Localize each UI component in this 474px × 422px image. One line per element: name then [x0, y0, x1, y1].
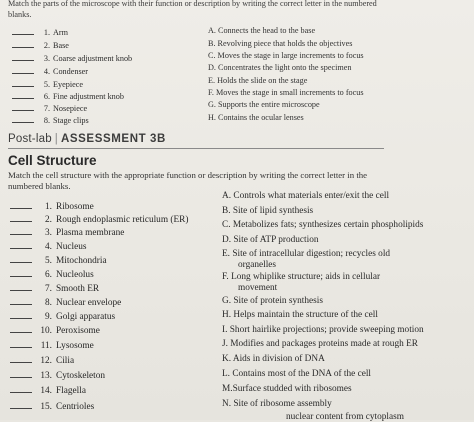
assessment-label: ASSESSMENT 3B — [60, 133, 166, 145]
function-answer: D. Site of ATP production — [222, 235, 319, 245]
function-answer: I. Short hairlike projections; provide sweeping motion — [222, 325, 424, 335]
section-header — [8, 133, 166, 145]
answer-blank[interactable] — [12, 86, 34, 87]
structure-label: Nuclear envelope — [56, 298, 122, 308]
part-answer: E. Holds the slide on the stage — [208, 76, 308, 85]
answer-blank[interactable] — [12, 34, 34, 35]
header-separator: | — [54, 133, 58, 145]
answer-blank[interactable] — [10, 332, 32, 333]
answer-blank[interactable] — [10, 262, 32, 263]
answer-blank[interactable] — [10, 377, 32, 378]
part-label: Eyepiece — [53, 80, 83, 89]
structure-row: 7. Smooth ER — [10, 284, 99, 295]
answer-blank[interactable] — [10, 208, 32, 209]
structure-row: 5. Mitochondria — [10, 256, 107, 267]
part-row: 1. Arm — [12, 28, 68, 38]
part-label: Fine adjustment knob — [53, 92, 124, 101]
function-answer: G. Site of protein synthesis — [222, 296, 323, 306]
structure-label: Cilia — [56, 356, 75, 366]
answer-blank[interactable] — [10, 362, 32, 363]
answer-blank[interactable] — [10, 221, 32, 222]
function-answer-cont: movement — [238, 283, 278, 293]
function-answer: F. Long whiplike structure; aids in cellular — [222, 272, 381, 282]
answer-blank[interactable] — [10, 234, 32, 235]
function-answer: J. Modifies and packages proteins made at rough ER — [222, 339, 418, 349]
structure-label: Golgi apparatus — [56, 312, 116, 322]
part-label: Arm — [53, 28, 69, 37]
structure-row: 6. Nucleolus — [10, 270, 94, 281]
part-answer: H. Contains the ocular lenses — [208, 113, 304, 122]
answer-blank[interactable] — [12, 60, 34, 61]
structure-row: 2. Rough endoplasmic reticulum (ER) — [10, 215, 188, 226]
structure-row: 13. Cytoskeleton — [10, 371, 105, 382]
part-label: Nosepiece — [53, 104, 88, 113]
structure-label: Cytoskeleton — [56, 371, 106, 381]
answer-blank[interactable] — [12, 122, 34, 123]
structure-label: Mitochondria — [56, 256, 107, 266]
function-answer-cont: organelles — [238, 260, 277, 270]
part-answer: F. Moves the stage in small increments to focus — [208, 88, 364, 97]
function-answer: A. Controls what materials enter/exit the cell — [222, 191, 390, 201]
structure-row: 12. Cilia — [10, 356, 74, 367]
part-row: 2. Base — [12, 41, 69, 51]
function-answer: H. Helps maintain the structure of the cell — [222, 310, 378, 320]
structure-label: Nucleus — [56, 242, 87, 252]
part-row: 7. Nosepiece — [12, 104, 87, 114]
structure-row: 14. Flagella — [10, 386, 86, 397]
answer-blank[interactable] — [10, 347, 32, 348]
structure-row: 3. Plasma membrane — [10, 228, 124, 239]
structure-row: 4. Nucleus — [10, 242, 86, 253]
part-answer: D. Concentrates the light onto the specimen — [208, 63, 352, 72]
answer-blank[interactable] — [10, 290, 32, 291]
function-answer-cut: nuclear content from cytoplasm — [286, 412, 404, 422]
header-rule — [8, 148, 384, 149]
function-answer: N. Site of ribosome assembly — [222, 399, 332, 409]
answer-blank[interactable] — [12, 47, 34, 48]
function-answer: E. Site of intracellular digestion; recycles old — [222, 249, 391, 259]
cell-instructions: Match the cell structure with the appropriate function or description by writing the correct letter in the numbered blanks. — [8, 170, 368, 191]
structure-label: Peroxisome — [56, 326, 100, 336]
part-row: 8. Stage clips — [12, 116, 89, 126]
function-answer: C. Metabolizes fats; synthesizes certain phospholipids — [222, 220, 424, 230]
part-answer: G. Supports the entire microscope — [208, 100, 320, 109]
answer-blank[interactable] — [10, 318, 32, 319]
part-row: 5. Eyepiece — [12, 80, 83, 90]
part-answer: A. Connects the head to the base — [208, 26, 316, 35]
answer-blank[interactable] — [12, 98, 34, 99]
structure-row: 11. Lysosome — [10, 341, 94, 352]
answer-blank[interactable] — [10, 392, 32, 393]
part-answer: C. Moves the stage in large increments to focus — [208, 51, 364, 60]
structure-label: Rough endoplasmic reticulum (ER) — [56, 215, 189, 225]
structure-label: Nucleolus — [56, 270, 94, 280]
function-answer: M.Surface studded with ribosomes — [222, 384, 352, 394]
structure-row: 9. Golgi apparatus — [10, 312, 115, 323]
structure-row: 8. Nuclear envelope — [10, 298, 121, 309]
structure-row: 15. Centrioles — [10, 402, 94, 413]
answer-blank[interactable] — [12, 73, 34, 74]
answer-blank[interactable] — [10, 408, 32, 409]
answer-blank[interactable] — [12, 110, 34, 111]
function-answer: K. Aids in division of DNA — [222, 354, 325, 364]
part-label: Condenser — [53, 67, 89, 76]
structure-row: 10. Peroxisome — [10, 326, 100, 337]
structure-row: 1. Ribosome — [10, 202, 94, 213]
part-label: Base — [53, 41, 69, 50]
answer-blank[interactable] — [10, 276, 32, 277]
structure-label: Ribosome — [56, 202, 94, 212]
structure-label: Centrioles — [56, 402, 95, 412]
part-row: 3. Coarse adjustment knob — [12, 54, 132, 64]
structure-label: Plasma membrane — [56, 228, 125, 238]
microscope-instructions: Match the parts of the microscope with their function or description by writing the correct letter in the numbered blanks. — [8, 0, 377, 19]
page-title: Cell Structure — [8, 153, 97, 168]
structure-label: Flagella — [56, 386, 86, 396]
postlab-label: Post-lab — [8, 133, 52, 145]
function-answer: B. Site of lipid synthesis — [222, 206, 314, 216]
part-label: Coarse adjustment knob — [53, 54, 133, 63]
answer-blank[interactable] — [10, 248, 32, 249]
structure-label: Lysosome — [56, 341, 94, 351]
structure-label: Smooth ER — [56, 284, 100, 294]
part-row: 6. Fine adjustment knob — [12, 92, 124, 102]
part-row: 4. Condenser — [12, 67, 88, 77]
function-answer: L. Contains most of the DNA of the cell — [222, 369, 371, 379]
answer-blank[interactable] — [10, 304, 32, 305]
part-label: Stage clips — [53, 116, 89, 125]
part-answer: B. Revolving piece that holds the objectives — [208, 39, 353, 48]
